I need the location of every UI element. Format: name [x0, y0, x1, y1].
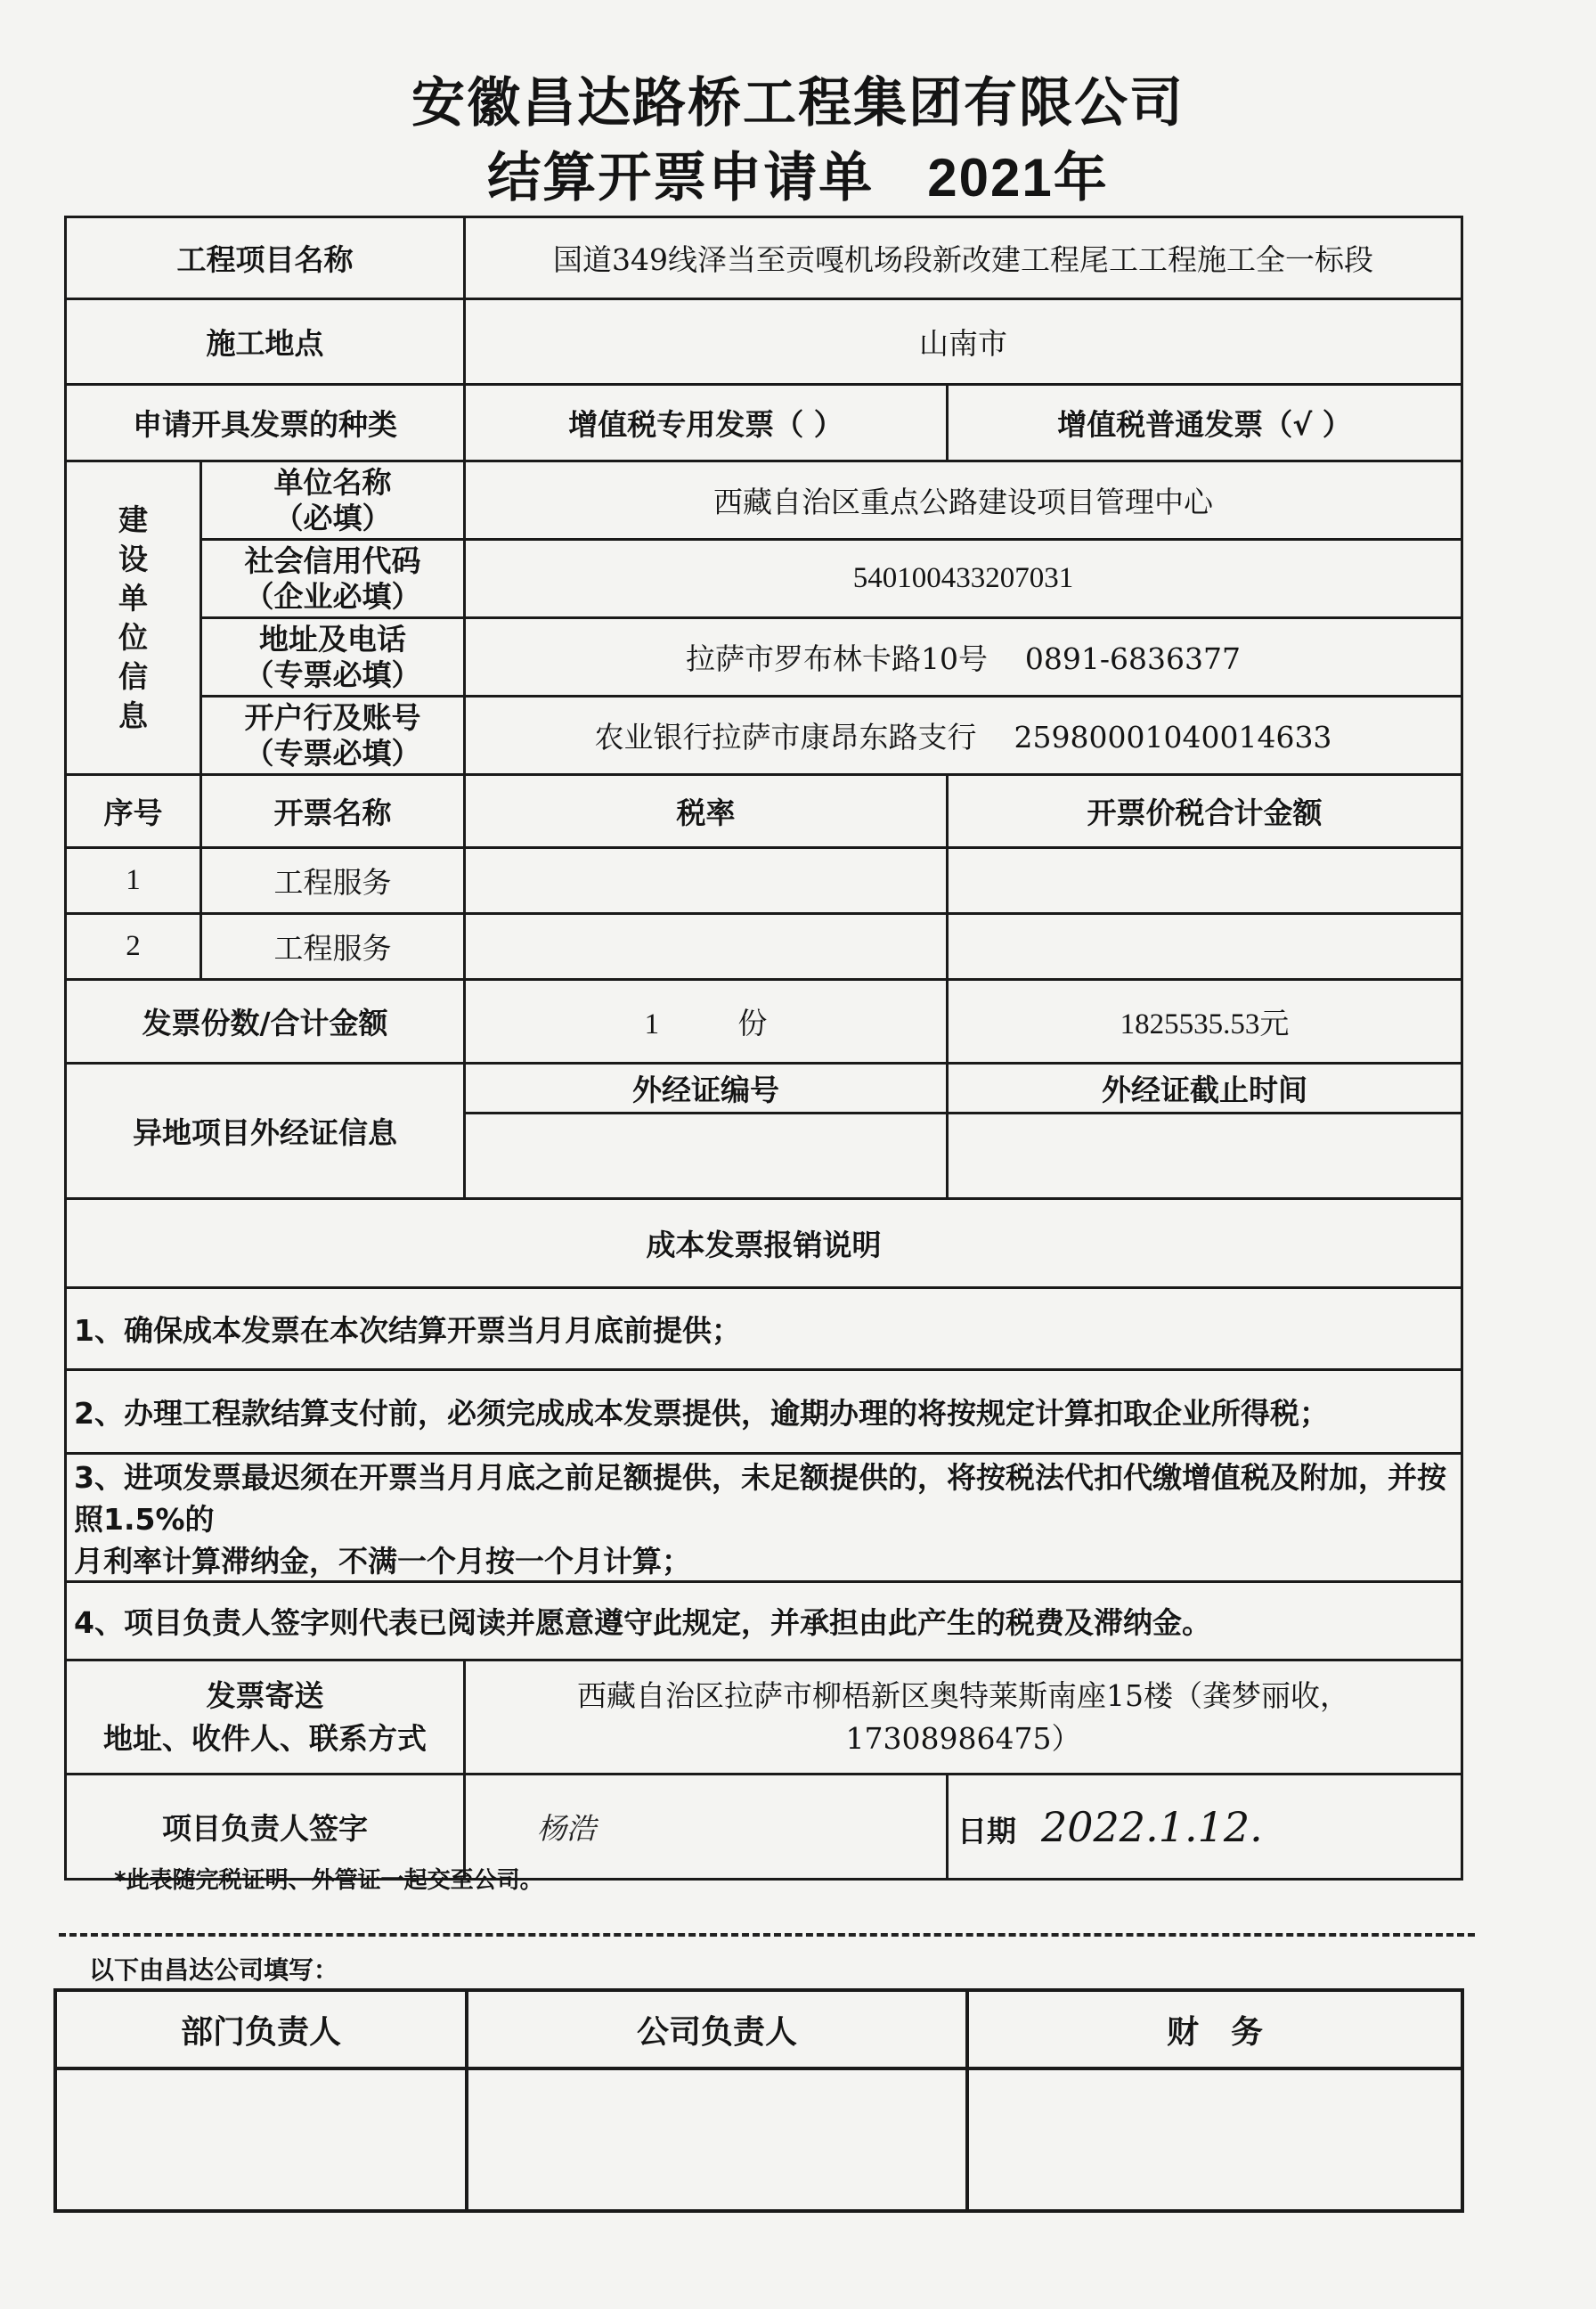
company-name: 安徽昌达路桥工程集团有限公司	[411, 72, 1185, 135]
ordinary-invoice-option: 增值税普通发票（√ ）	[948, 385, 1462, 461]
credit-code-value: 540100433207031	[465, 540, 1462, 618]
bank-account-label-line2: （专票必填）	[244, 735, 421, 771]
cost-note-3-line2: 月利率计算滞纳金，不满一个月按一个月计算；	[74, 1544, 691, 1579]
cost-note-1: 1、确保成本发票在本次结算开票当月月底前提供；	[66, 1288, 1462, 1370]
permit-expiry-value	[948, 1114, 1462, 1199]
row-rate	[465, 914, 948, 980]
form-title	[0, 135, 1596, 212]
signature-label: 项目负责人签字	[66, 1775, 465, 1880]
date-label: 日期	[957, 1813, 1016, 1848]
cost-note-3	[66, 1454, 1462, 1582]
permit-number-value	[465, 1114, 948, 1199]
mailing-label-line2: 地址、收件人、联系方式	[103, 1720, 427, 1756]
dept-head-sign-cell	[55, 2068, 467, 2211]
form-title-text: 结算开票申请单	[487, 147, 875, 209]
table-row	[66, 914, 1462, 980]
finance-header: 财 务	[967, 1990, 1462, 2068]
builder-char: 息	[118, 698, 148, 733]
permit-expiry-header: 外经证截止时间	[948, 1064, 1462, 1114]
date-handwriting: 2022.1.12.	[1041, 1802, 1263, 1851]
credit-code-label-line2: （企业必填）	[244, 578, 421, 614]
builder-char: 建	[118, 502, 148, 537]
bank-account-label-line1: 开户行及账号	[244, 699, 421, 735]
row-name: 工程服务	[201, 914, 465, 980]
amount-header: 开票价税合计金额	[948, 775, 1462, 848]
project-name-label: 工程项目名称	[66, 217, 465, 299]
special-invoice-option: 增值税专用发票（ ）	[465, 385, 948, 461]
credit-code-label	[201, 540, 465, 618]
bank-account-label	[201, 697, 465, 775]
cost-notes-title: 成本发票报销说明	[66, 1199, 1462, 1288]
address-phone-value: 拉萨市罗布林卡路10号 0891-6836377	[465, 618, 1462, 697]
mailing-label-line1: 发票寄送	[206, 1677, 324, 1713]
location-label: 施工地点	[66, 299, 465, 385]
permit-number-header: 外经证编号	[465, 1064, 948, 1114]
total-amount: 1825535.53元	[948, 980, 1462, 1064]
permit-label: 异地项目外经证信息	[66, 1064, 465, 1199]
mailing-value-line1: 西藏自治区拉萨市柳梧新区奥特莱斯南座15楼（龚梦丽收，	[577, 1677, 1349, 1713]
seq-header: 序号	[66, 775, 201, 848]
form-year: 2021年	[927, 148, 1109, 208]
builder-char: 位	[118, 619, 148, 655]
unit-name-label	[201, 461, 465, 540]
unit-name-label-line2: （必填）	[273, 500, 392, 535]
mailing-value	[465, 1660, 1462, 1775]
invoice-type-label: 申请开具发票的种类	[66, 385, 465, 461]
address-phone-label-line2: （专票必填）	[244, 657, 421, 692]
mailing-label	[66, 1660, 465, 1775]
signature-handwriting: 杨浩	[465, 1775, 948, 1880]
row-rate	[465, 848, 948, 914]
mailing-value-line2: 17308986475）	[845, 1720, 1081, 1756]
row-name: 工程服务	[201, 848, 465, 914]
dept-head-header: 部门负责人	[55, 1990, 467, 2068]
builder-char: 设	[118, 541, 148, 576]
table-row	[66, 848, 1462, 914]
cost-note-3-line1: 3、进项发票最迟须在开票当月月底之前足额提供，未足额提供的，将按税法代扣代缴增值税及附加，并按照1.5%的	[74, 1460, 1446, 1537]
company-head-sign-cell	[467, 2068, 967, 2211]
invoice-name-header: 开票名称	[201, 775, 465, 848]
unit-name-label-line1: 单位名称	[273, 464, 392, 500]
address-phone-label-line1: 地址及电话	[259, 621, 406, 657]
builder-char: 信	[118, 658, 148, 694]
cut-line	[59, 1933, 1475, 1937]
row-amount	[948, 848, 1462, 914]
builder-info-label	[66, 461, 201, 775]
footnote: *此表随完税证明、外管证一起交至公司。	[114, 1867, 543, 1894]
invoice-count-value: 1	[644, 1008, 660, 1040]
row-seq: 1	[66, 848, 201, 914]
date-cell	[948, 1775, 1462, 1880]
invoice-count	[465, 980, 948, 1064]
totals-label: 发票份数/合计金额	[66, 980, 465, 1064]
tax-rate-header: 税率	[465, 775, 948, 848]
application-form	[64, 216, 1463, 1881]
bank-account-value: 农业银行拉萨市康昂东路支行 25980001040014633	[465, 697, 1462, 775]
row-seq: 2	[66, 914, 201, 980]
finance-sign-cell	[967, 2068, 1462, 2211]
cost-note-2: 2、办理工程款结算支付前，必须完成成本发票提供，逾期办理的将按规定计算扣取企业所得税；	[66, 1370, 1462, 1454]
address-phone-label	[201, 618, 465, 697]
project-name-value: 国道349线泽当至贡嘎机场段新改建工程尾工工程施工全一标段	[465, 217, 1462, 299]
cost-note-4: 4、项目负责人签字则代表已阅读并愿意遵守此规定，并承担由此产生的税费及滞纳金。	[66, 1582, 1462, 1660]
credit-code-label-line1: 社会信用代码	[244, 543, 421, 578]
company-head-header: 公司负责人	[467, 1990, 967, 2068]
company-fill-table	[53, 1988, 1464, 2213]
company-fill-caption: 以下由昌达公司填写：	[89, 1955, 339, 1985]
builder-char: 单	[118, 580, 148, 616]
row-amount	[948, 914, 1462, 980]
location-value: 山南市	[465, 299, 1462, 385]
unit-name-value: 西藏自治区重点公路建设项目管理中心	[465, 461, 1462, 540]
invoice-count-unit: 份	[737, 1008, 768, 1040]
